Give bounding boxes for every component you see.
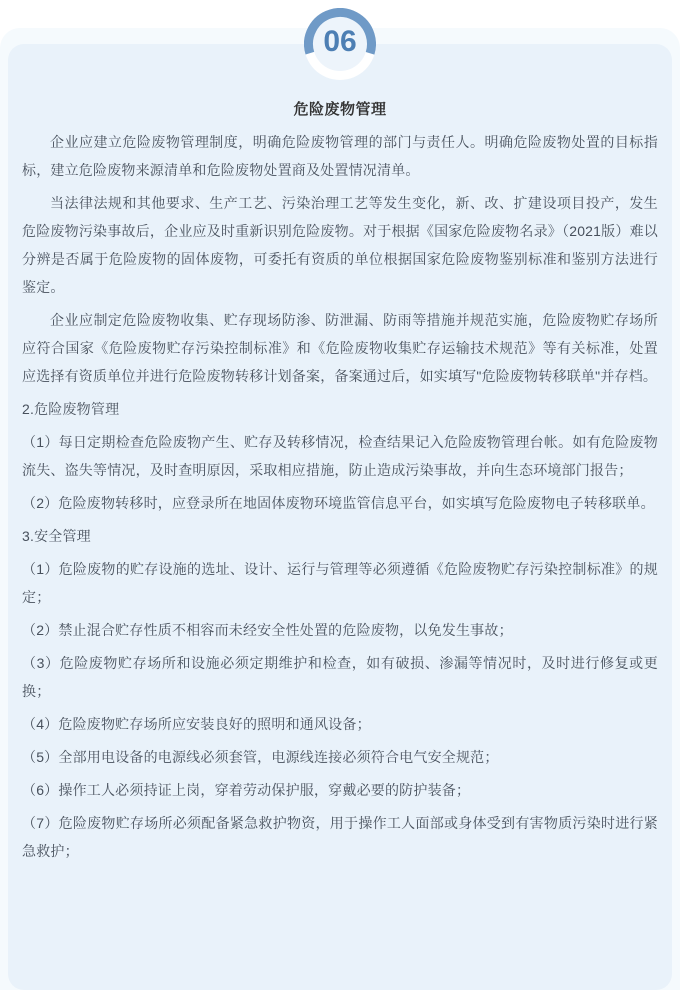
list-item: （6）操作工人必须持证上岗，穿着劳动保护服，穿戴必要的防护装备； [22, 782, 471, 798]
section-number-badge [304, 8, 376, 80]
section-heading-waste-management: 2.危险废物管理 [22, 401, 120, 417]
paragraph: 企业应制定危险废物收集、贮存现场防渗、防泄漏、防雨等措施并规范实施，危险废物贮存场所应符合国家《危险废物贮存污染控制标准》和《危险废物收集贮存运输技术规范》等有关标准，处置应选择有资质单位并进行危险废物转移计划备案，备案通过后，如实填写"危险废物转移联单"并存档。 [22, 312, 658, 384]
page-title: 危险废物管理 [293, 101, 387, 118]
list-item: （4）危险废物贮存场所应安装良好的照明和通风设备； [22, 716, 371, 732]
list-item: （5）全部用电设备的电源线必须套管，电源线连接必须符合电气安全规范； [22, 749, 499, 765]
list-item: （1）危险废物的贮存设施的选址、设计、运行与管理等必须遵循《危险废物贮存污染控制标准》的规定； [22, 561, 658, 605]
paragraph: 企业应建立危险废物管理制度，明确危险废物管理的部门与责任人。明确危险废物处置的目标指标，建立危险废物来源清单和危险废物处置商及处置情况清单。 [22, 134, 658, 178]
outer-panel [0, 28, 680, 990]
list-item: （3）危险废物贮存场所和设施必须定期维护和检查，如有破损、渗漏等情况时，及时进行修复或更换； [22, 655, 658, 699]
content-card [8, 44, 672, 990]
list-item: （7）危险废物贮存场所必须配备紧急救护物资，用于操作工人面部或身体受到有害物质污染时进行紧急救护； [22, 815, 658, 859]
list-item: （2）禁止混合贮存性质不相容而未经安全性处置的危险废物，以免发生事故； [22, 622, 513, 638]
list-item: （1）每日定期检查危险废物产生、贮存及转移情况，检查结果记入危险废物管理台帐。如有危险废物流失、盗失等情况，及时查明原因，采取相应措施，防止造成污染事故，并向生态环境部门报告； [22, 434, 658, 478]
paragraph: 当法律法规和其他要求、生产工艺、污染治理工艺等发生变化，新、改、扩建设项目投产，发生危险废物污染事故后，企业应及时重新识别危险废物。对于根据《国家危险废物名录》（2021版）难以分辨是否属于危险废物的固体废物，可委托有资质的单位根据国家危险废物鉴别标准和鉴别方法进行鉴定。 [22, 195, 658, 295]
section-heading-safety-management: 3.安全管理 [22, 528, 91, 544]
list-item: （2）危险废物转移时，应登录所在地固体废物环境监管信息平台，如实填写危险废物电子转移联单。 [22, 495, 655, 511]
badge-number: 06 [323, 25, 357, 58]
